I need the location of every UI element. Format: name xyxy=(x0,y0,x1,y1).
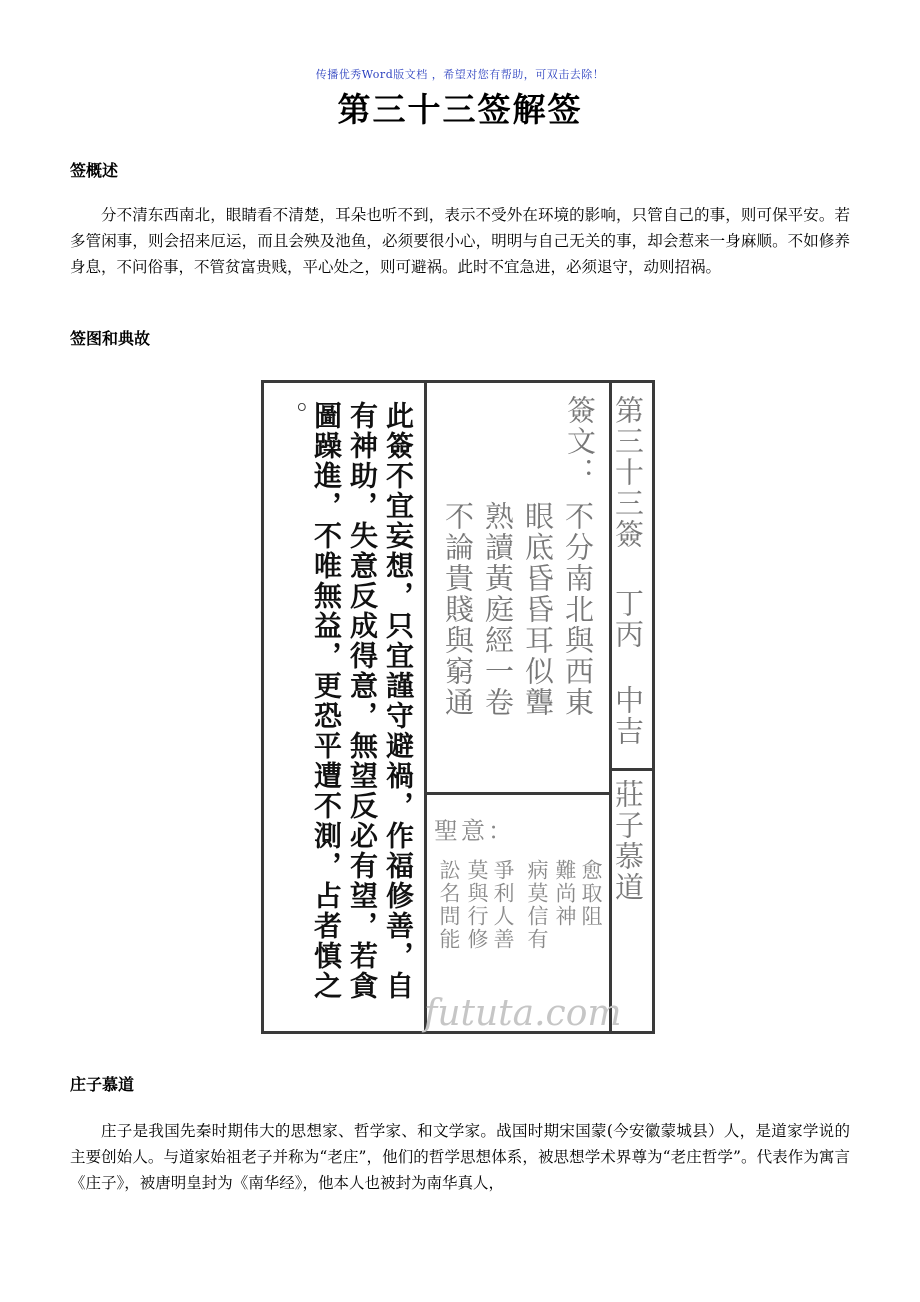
slip-divider-middle xyxy=(427,792,609,795)
slip-divider-side xyxy=(612,768,652,771)
poem-line-1: 不分南北與西東 xyxy=(561,501,595,718)
slip-number: 第三十三簽 xyxy=(611,395,645,550)
section-heading-story: 庄子慕道 xyxy=(70,1075,135,1094)
poem-line-3: 熟讀黃庭經一卷 xyxy=(481,501,515,718)
story-paragraph: 庄子是我国先秦时期伟大的思想家、哲学家、和文学家。战国时期宋国蒙(今安徽蒙城县）人，是道家学说的主要创始人。与道家始祖老子并称为“老庄”，他们的哲学思想体系，被思想学术界尊为“老庄哲学”。代表作为寓言《庄子》，被唐明皇封为《南华经》，他本人也被封为南华真人， xyxy=(70,1122,850,1192)
section-heading-image: 签图和典故 xyxy=(70,329,151,348)
slip-divider-left xyxy=(424,383,427,1031)
meaning-line-4: 爭利人善 xyxy=(491,859,515,951)
poem-line-2: 眼底昏昏耳似聾 xyxy=(521,501,555,718)
overview-paragraph: 分不清东西南北，眼睛看不清楚，耳朵也听不到，表示不受外在环境的影响，只管自己的事，则可保平安。若多管闲事，则会招来厄运，而且会殃及池鱼，必须要很小心，明明与自己无关的事，却会惹来一身麻顺。不如修养身息，不问俗事，不管贫富贵贱，平心处之，则可避祸。此时不宜急进，必须退守，动则招祸。 xyxy=(70,206,850,276)
explanation-line-4: 。 xyxy=(276,401,309,431)
explanation-line-2: 有神助，失意反成得意，無望反必有望，若貪 xyxy=(346,401,379,1001)
explanation-line-1: 此簽不宜妄想，只宜謹守避禍，作福修善，自 xyxy=(382,401,415,1001)
section-heading-overview: 签概述 xyxy=(70,161,119,180)
meaning-line-2: 難尚神 xyxy=(553,859,577,928)
slip-rank: 中吉 xyxy=(611,685,645,747)
meaning-line-3: 病莫信有 xyxy=(525,859,549,951)
poem-label: 簽文： xyxy=(563,395,597,488)
poem-line-4: 不論貴賤與窮通 xyxy=(441,501,475,718)
header-banner: 传播优秀Word版文档 ，希望对您有帮助，可双击去除！ xyxy=(315,68,605,81)
slip-ganzhi: 丁丙 xyxy=(611,588,645,650)
meaning-line-1: 愈取阻 xyxy=(579,859,603,928)
watermark: fututa.com xyxy=(424,993,622,1034)
explanation-line-3: 圖躁進，不唯無益，更恐平遭不測，占者慎之 xyxy=(310,401,343,1001)
fortune-slip-image xyxy=(261,380,655,1034)
page-title: 第三十三签解签 xyxy=(337,90,583,129)
slip-story-title: 莊子慕道 xyxy=(611,779,645,903)
meaning-line-6: 訟名問能 xyxy=(437,859,461,951)
meaning-line-5: 莫與行修 xyxy=(465,859,489,951)
meaning-label: 聖意： xyxy=(434,817,515,845)
